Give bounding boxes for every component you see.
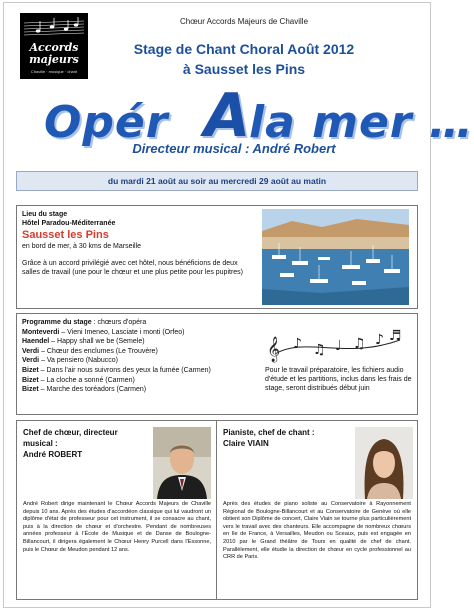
program-item (22, 356, 272, 366)
venue-label: Lieu du stage (22, 211, 68, 218)
program-item (22, 366, 272, 376)
venue-city: Sausset les Pins (22, 229, 109, 242)
title-line2: à Sausset les Pins (182, 61, 306, 77)
program-work: – Marche des toréadors (Carmen) (38, 386, 147, 394)
svg-text:𝄞: 𝄞 (267, 337, 281, 362)
program-work: – Vieni Imeneo, Lasciate i monti (Orfeo) (59, 328, 185, 336)
svg-text:♪: ♪ (293, 336, 302, 352)
pianist-portrait (355, 427, 413, 499)
program-item (22, 337, 272, 347)
logo-tagline: Chaville · musique · chant (30, 69, 78, 74)
program-heading (22, 318, 272, 328)
big-title-part3: la mer … (249, 97, 474, 148)
director-bio: André Robert dirige maintenant le Chœur Accords Majeurs de Chaville depuis 10 ans. Après des études d'accordéon classique qui lui vaudront un diplôme d'état de professeur pour cet instrument, il se consacre au chant, puis à la direction de chœur et d'orchestre. Pendant de nombreuses années professeur à l'École de Musique et de Danse de Boulogne-Billancourt, il dirigera également le Chœur Henry Purcell dans l'Essonne, puis le Chœur de Meudon pendant 12 ans. (23, 501, 211, 553)
program-item (22, 328, 272, 338)
title-line1: Stage de Chant Choral Août 2012 (133, 41, 355, 57)
program-composer: Bizet (22, 366, 39, 374)
director-portrait-illustration (153, 427, 211, 499)
venue-location: en bord de mer, à 30 kms de Marseille (22, 243, 142, 251)
pianist-portrait-illustration (355, 427, 413, 499)
program-box (16, 313, 418, 415)
pianist-bio: Après des études de piano soliste au Conservatoire à Rayonnement Régional de Boulogne-Billancourt et au Conservatoire de Genève où elle obtient son Diplôme de concert, Claire Viain se tourne plus particulièrement vers le travail avec des chanteurs. Elle accompagne de nombreux chœurs en Ile de France, à Versailles, Meudon ou Sceaux, puis est engagée en 2010 par le Grand théâtre de Tours en qualité de chef de chant. Parallèlement, elle étudie la direction de chœur en cycle professionnel au CRR de Paris. (223, 501, 411, 561)
svg-text:♫: ♫ (313, 342, 326, 358)
pianist-column (217, 421, 417, 599)
program-composer: Verdi (22, 347, 40, 355)
program-label: Programme du stage (22, 319, 92, 326)
director-name: André ROBERT (23, 450, 83, 459)
people-box (16, 420, 418, 600)
program-work: – Va pensiero (Nabucco) (39, 357, 118, 365)
program-label-suffix: : chœurs d'opéra (91, 319, 147, 326)
accords-majeurs-logo (20, 13, 88, 79)
svg-text:♫: ♫ (353, 336, 366, 352)
director-heading: Chef de chœur, directeur musical : (23, 428, 118, 448)
music-notes-icon (265, 326, 405, 362)
director-portrait (153, 427, 211, 499)
program-work: – Happy shall we be (Semele) (49, 338, 145, 346)
svg-text:♬: ♬ (389, 328, 402, 344)
svg-text:♩: ♩ (335, 338, 342, 354)
program-item (22, 376, 272, 386)
director-subtitle: Directeur musical : André Robert (132, 141, 336, 156)
flyer-page (3, 2, 474, 608)
dates-banner: du mardi 21 août au soir au mercredi 29 août au matin (16, 171, 418, 191)
harbour-photo (262, 209, 409, 305)
program-composer: Bizet (22, 386, 39, 394)
program-composer: Monteverdi (22, 328, 60, 336)
program-work: – Dans l'air nous suivrons des yeux la fumée (Carmen) (38, 366, 211, 374)
program-item (22, 347, 272, 357)
pianist-name: Claire VIAIN (223, 439, 269, 448)
program-composer: Verdi (22, 357, 40, 365)
staff-notes-icon (24, 19, 84, 39)
logo-line1: Accords (29, 41, 79, 54)
pianist-heading-block (223, 427, 343, 449)
svg-text:♪: ♪ (375, 332, 384, 348)
big-title-part2: A (204, 81, 251, 151)
program-work: – La cloche a sonné (Carmen) (38, 376, 135, 384)
organization-name: Chœur Accords Majeurs de Chaville (179, 17, 309, 26)
program-item (22, 385, 272, 395)
harbour-illustration (262, 209, 409, 305)
venue-box (16, 205, 418, 309)
pianist-heading: Pianiste, chef de chant : (223, 428, 315, 437)
big-title-part1: Opér (44, 97, 169, 148)
program-composer: Haendel (22, 338, 50, 346)
program-composer: Bizet (22, 376, 39, 384)
venue-text (22, 210, 252, 277)
program-work: – Chœur des enclumes (Le Trouvère) (39, 347, 158, 355)
venue-description: Grâce à un accord privilégié avec cet hôtel, nous bénéficions de deux salles de travail (une pour le chœur et une plus petite pour les pupitres) (22, 259, 244, 276)
director-column (17, 421, 217, 599)
program-list (22, 318, 272, 395)
logo-line2: majeurs (29, 53, 79, 66)
prep-text: Pour le travail préparatoire, les fichiers audio d'étude et les partitions, inclus dans les frais de stage, seront distribués début juin (265, 367, 412, 393)
director-heading-block (23, 427, 143, 460)
venue-hotel: Hôtel Paradou-Méditerranée (22, 220, 116, 228)
